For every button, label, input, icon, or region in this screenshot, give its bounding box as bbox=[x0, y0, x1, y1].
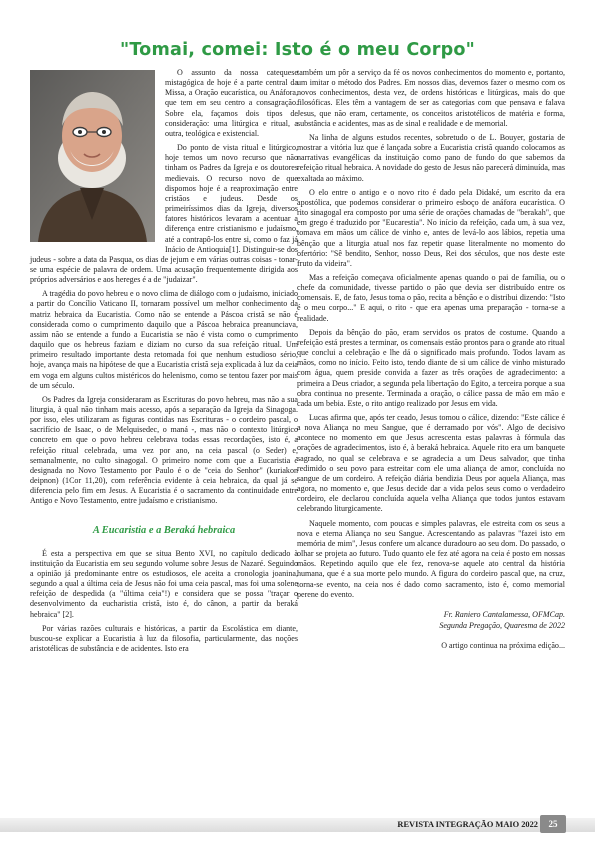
paragraph: É esta a perspectiva em que se situa Bento XVI, no capítulo dedicado à instituição da Eucaristia em seu segundo volume sobre Jesus de Nazaré. Seguindo a opinião já predominante entre os estudiosos, ele aceita a cronologia joanina, segundo a qual a última ceia de Jesus não foi uma ceia pascal, mas foi uma solene refeição de despedida (a "última ceia"!) e considera que se possa "traçar o desenvolvimento da eucharistia cristã, isto é, do cânon, a partir da beraká hebraica" [2]. bbox=[30, 548, 298, 619]
paragraph: O assunto da nossa catequese mistagógica de hoje é a parte central da Missa, a Oração eucarística, ou Anáfora, que tem em seu centro a consagração. Sobre ela, façamos dois tipos de consideração: uma litúrgica e ritual, a outra, teológica e existencial. bbox=[165, 68, 298, 138]
signature-event: Segunda Pregação, Quaresma de 2022 bbox=[439, 620, 565, 630]
portrait-image bbox=[30, 70, 155, 242]
right-column bbox=[297, 68, 565, 652]
paragraph: Os Padres da Igreja consideraram as Escrituras do povo hebreu, mas não a sua liturgia, à qual não tinham mais acesso, após a separação da Igreja da Sinagoga. por isso, eles utilizaram as figuras contidas nas Escrituras - o cordeiro pascal, o sacrifício de Isaac, o de Melquisedec, o maná -, mas não o contexto litúrgico concreto em que o povo hebreu celebrava todas essas recordações, isto é, a refeição ritual celebrada, uma vez por ano, na ceia pascal (o Seder) e, semanalmente, no culto sinagogal. O primeiro nome com que a Eucaristia é designada no Novo Testamento por Paulo é o de "ceia do Senhor" (kuriakon deipnon) (1Cor 11,20), com referência evidente à ceia hebraica, da qual já se diferencia pelo fim em Jesus. A Eucaristia é o sacramento da continuidade entre Antigo e Novo Testamento, entre judaísmo e cristianismo. bbox=[30, 394, 298, 506]
signature bbox=[297, 610, 565, 632]
paragraph: Na linha de alguns estudos recentes, sobretudo o de L. Bouyer, gostaria de mostrar a vitória luz que é lançada sobre a Eucaristia cristã quando colocamos as narrativas evangélicas da instituição como pano de fundo do que sabemos da refeição ritual hebraica. A novidade do gesto de Jesus não parecerá diminuída, mas exaltada ao máximo. bbox=[297, 132, 565, 183]
left-column bbox=[30, 68, 298, 658]
paragraph: Mas a refeição começava oficialmente apenas quando o pai de família, ou o chefe da comunidade, tivesse partido o pão que devia ser distribuído entre os comensais. E, de fato, Jesus toma o pão, recita a bênção e o distribui dizendo: "Isto é o meu corpo..." E aqui, o rito - que era apenas uma preparação - torna-se a realidade. bbox=[297, 272, 565, 323]
portrait-photo bbox=[30, 70, 155, 242]
paragraph: Depois da bênção do pão, eram servidos os pratos de costume. Quando a refeição está prestes a terminar, os comensais estão prontos para o grande ato ritual que conclui a celebração e lhe dá o significado mais profundo. Todos lavam as mãos, como no início. Feito isto, tendo diante de si um cálice de vinho misturado com água, quem preside convida a fazer as três orações de agradecimento: a primeira a Deus criador, a segunda pela libertação do Egito, a terceira porque a sua obra continua no presente. Terminada a oração, o cálice passa de mão em mão e cada um bebia. Este, o rito antigo realizado por Jesus em vida. bbox=[297, 327, 565, 408]
footer-publication-text: REVISTA INTEGRAÇÃO MAIO 2022 bbox=[397, 820, 538, 829]
signature-author: Fr. Raniero Cantalamessa, OFMCap. bbox=[443, 609, 565, 619]
paragraph: Naquele momento, com poucas e simples palavras, ele estreita com os seus a nova e eterna Aliança no seu Sangue. Acrescentando as palavras "fazei isto em memória de mim", Jesus confere um alcance duradouro ao seu dom. Do passado, o olhar se projeta ao futuro. Tudo quanto ele fez até agora na ceia é posto em nossas mãos. Repetindo aquilo que ele fez, renova-se aquele ato central da história humana, que é a sua morte pelo mundo. A figura do cordeiro pascal que, na cruz, torna-se evento, na ceia nos é dado como sacramento, isto é, como memorial perene do evento. bbox=[297, 518, 565, 599]
paragraph: também um pôr a serviço da fé os novos conhecimentos do momento e, portanto, um imitar o método dos Padres. Em nossos dias, devemos fazer o mesmo com os novos conhecimentos, desta vez, de ordens históricas e litúrgicas, mais do que filosóficas. Eles têm a vantagem de ser as categorias com que pensava e falava Jesus, que não eram, certamente, os conceitos aristotélicos de matéria e forma, substância e acidentes, mas as de sinal e realidade e de memorial. bbox=[297, 68, 565, 128]
continuation-note: O artigo continua na próxima edição... bbox=[441, 641, 565, 651]
page-number: 25 bbox=[540, 815, 566, 833]
paragraph: A tragédia do povo hebreu e o novo clima de diálogo com o judaísmo, iniciado a partir do Concílio Vaticano II, tornaram possível um melhor conhecimento da matriz hebraica da Eucaristia. Como não se entende a Páscoa cristã se não é considerada como o cumprimento daquilo que a Páscoa hebraica preanunciava, assim não se entende a fundo a Eucaristia se não é vista como o cumprimento daquilo que os hebreus faziam e diziam no curso da sua refeição ritual. Um primeiro resultado importante desta retomada foi que nenhum estudioso sério, hoje, avança mais na hipótese de que a Eucaristia cristã seja explicada à luz da ceia em voga em alguns cultos mistéricos do helenismo, como se tentou fazer por mais de um século. bbox=[30, 289, 298, 390]
paragraph: Por várias razões culturais e históricas, a partir da Escolástica em diante, buscou-se explicar a Eucaristia à luz da filosofia, particularmente, das noções aristotélicas de substância e de acidentes. Isto era bbox=[30, 623, 298, 653]
section-heading: A Eucaristia e a Beraká hebraica bbox=[92, 524, 236, 536]
paragraph: O elo entre o antigo e o novo rito é dado pela Didaké, um escrito da era apostólica, que podemos considerar o primeiro esboço de anáfora eucarística. O rito sinagogal era composto por uma série de orações chamadas de "berakah", que em grego é traduzido por "Eucarestia". No início da refeição, cada um, à sua vez, tomava em mãos um cálice de vinho e, antes de levá-lo aos lábios, repetia uma bênção que a liturgia atual nos faz repetir quase literalmente no momento do ofertório: "Sê bendito, Senhor, nosso Deus, Rei dos séculos, que nos deste este fruto da videira". bbox=[297, 187, 565, 268]
paragraph: Do ponto de vista ritual e litúrgico, hoje temos um novo recurso que não tinham os Padres da Igreja e os doutores medievais. O recurso novo de que dispomos hoje é a reaproximação entre cristãos e judeus. Desde os primeiríssimos dias da Igreja, diversos fatores históricos levaram a acentuar a diferença entre cristianismo e judaísmo, até a contrapô-los entre si, como o faz já Inácio de Antioquia[1]. Distinguir-se dos judeus - sobre a data da Pasqua, os dias de jejum e em várias outras coisas - tonar-se uma espécie de palavra de ordem. Uma acusação frequentemente dirigida aos próprios adversários e aos hereges é a de "judaizar". bbox=[30, 143, 298, 285]
page-title: "Tomai, comei: Isto é o meu Corpo" bbox=[119, 40, 476, 60]
paragraph: Lucas afirma que, após ter ceado, Jesus tomou o cálice, dizendo: "Este cálice é a nova Aliança no meu Sangue, que é derramado por vós". Algo de decisivo acontece no momento em que Jesus acrescenta estas palavras à fórmula das orações de agradecimentos, isto é, à beraká hebraica. Aquele rito era um banquete sagrado, no qual se celebrava e se agradecia a um Deus salvador, que tinha redimido o seu povo para estreitar com ele uma aliança de amor, concluída no sangue de um cordeiro. A refeição diária bendizia Deus por aquela Aliança, mas agora, no momento e, que Jesus decide dar a vida pelos seus como o verdadeiro cordeiro, ele declarou concluída aquela velha Aliança que todos juntos estavam celebrando liturgicamente. bbox=[297, 413, 565, 514]
